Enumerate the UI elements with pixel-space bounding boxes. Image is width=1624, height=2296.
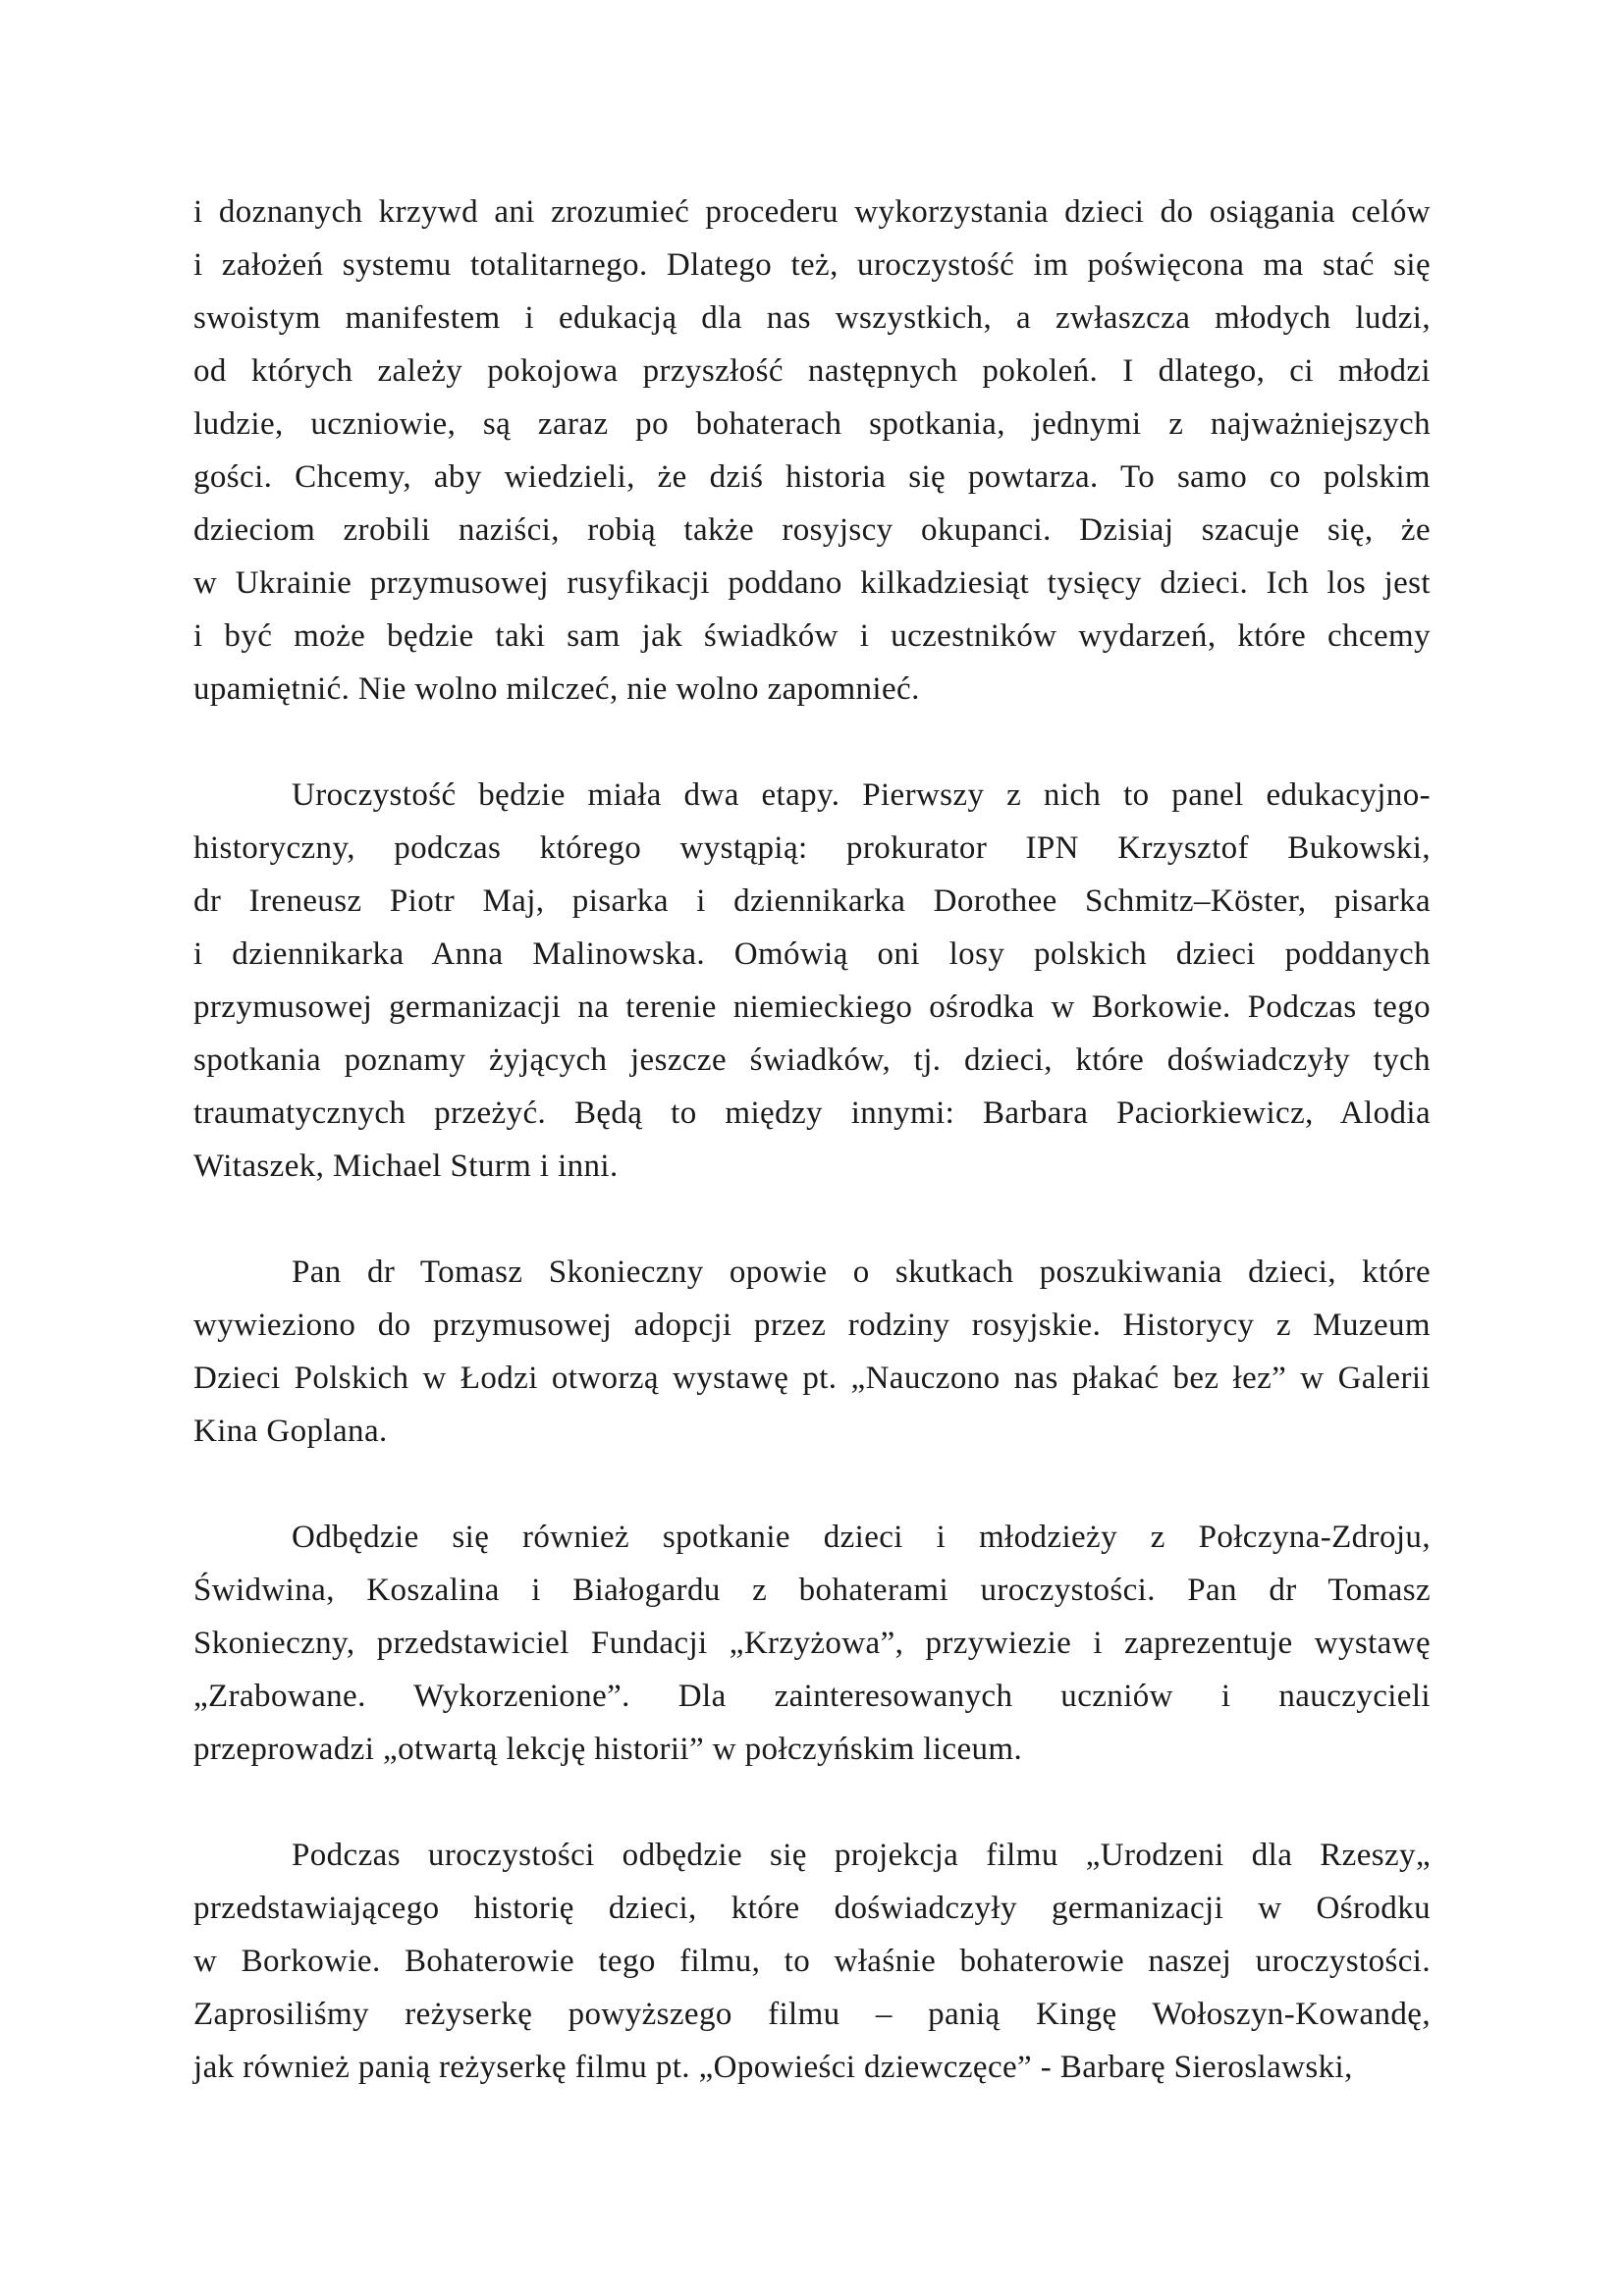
text-line: i dziennikarka Anna Malinowska. Omówią oni losy polskich dzieci poddanych bbox=[193, 936, 1431, 972]
paragraph-5 bbox=[193, 1829, 1431, 2094]
paragraph-4 bbox=[193, 1511, 1431, 1776]
text-line: Uroczystość będzie miała dwa etapy. Pierwszy z nich to panel edukacyjno- bbox=[292, 777, 1431, 813]
text-line: przeprowadzi „otwartą lekcję historii” w połczyńskim liceum. bbox=[193, 1732, 1023, 1767]
text-line: Witaszek, Michael Sturm i inni. bbox=[193, 1148, 619, 1184]
text-line: wywieziono do przymusowej adopcji przez rodziny rosyjskie. Historycy z Muzeum bbox=[193, 1308, 1431, 1343]
text-line: Dzieci Polskich w Łodzi otworzą wystawę pt. „Nauczono nas płakać bez łez” w Galerii bbox=[193, 1361, 1431, 1396]
text-line: „Zrabowane. Wykorzenione”. Dla zainteresowanych uczniów i nauczycieli bbox=[193, 1679, 1431, 1714]
text-line: przymusowej germanizacji na terenie niemieckiego ośrodka w Borkowie. Podczas tego bbox=[193, 989, 1431, 1025]
text-line: jak również panią reżyserkę filmu pt. „Opowieści dziewczęce” - Barbarę Sieroslawski, bbox=[193, 2050, 1353, 2085]
text-line: upamiętnić. Nie wolno milczeć, nie wolno zapomnieć. bbox=[193, 671, 920, 707]
paragraph-2 bbox=[193, 769, 1431, 1193]
text-line: Kina Goplana. bbox=[193, 1414, 388, 1449]
text-line: Odbędzie się również spotkanie dzieci i młodzieży z Połczyna-Zdroju, bbox=[292, 1520, 1431, 1555]
text-line: ludzie, uczniowie, są zaraz po bohaterach spotkania, jednymi z najważniejszych bbox=[193, 406, 1431, 442]
document-text bbox=[193, 186, 1431, 2094]
text-line: traumatycznych przeżyć. Będą to między innymi: Barbara Paciorkiewicz, Alodia bbox=[193, 1095, 1431, 1131]
text-line: przedstawiającego historię dzieci, które doświadczyły germanizacji w Ośrodku bbox=[193, 1891, 1431, 1926]
text-line: od których zależy pokojowa przyszłość następnych pokoleń. I dlatego, ci młodzi bbox=[193, 353, 1431, 389]
text-line: spotkania poznamy żyjących jeszcze świadków, tj. dzieci, które doświadczyły tych bbox=[193, 1042, 1431, 1078]
paragraph-1 bbox=[193, 186, 1431, 716]
text-line: swoistym manifestem i edukacją dla nas wszystkich, a zwłaszcza młodych ludzi, bbox=[193, 300, 1431, 336]
text-line: i założeń systemu totalitarnego. Dlatego też, uroczystość im poświęcona ma stać się bbox=[193, 247, 1431, 283]
text-line: i być może będzie taki sam jak świadków i uczestników wydarzeń, które chcemy bbox=[193, 618, 1431, 654]
text-line: gości. Chcemy, aby wiedzieli, że dziś historia się powtarza. To samo co polskim bbox=[193, 459, 1431, 495]
text-line: Świdwina, Koszalina i Białogardu z bohaterami uroczystości. Pan dr Tomasz bbox=[193, 1573, 1431, 1608]
paragraph-3 bbox=[193, 1246, 1431, 1458]
text-line: w Borkowie. Bohaterowie tego filmu, to właśnie bohaterowie naszej uroczystości. bbox=[193, 1944, 1431, 1979]
text-line: Skonieczny, przedstawiciel Fundacji „Krzyżowa”, przywiezie i zaprezentuje wystawę bbox=[193, 1626, 1431, 1661]
text-line: i doznanych krzywd ani zrozumieć procederu wykorzystania dzieci do osiągania celów bbox=[193, 194, 1431, 230]
text-line: Zaprosiliśmy reżyserkę powyższego filmu – panią Kingę Wołoszyn-Kowandę, bbox=[193, 1997, 1431, 2032]
text-line: dr Ireneusz Piotr Maj, pisarka i dziennikarka Dorothee Schmitz–Köster, pisarka bbox=[193, 883, 1431, 919]
text-line: historyczny, podczas którego wystąpią: prokurator IPN Krzysztof Bukowski, bbox=[193, 830, 1431, 866]
text-line: Pan dr Tomasz Skonieczny opowie o skutkach poszukiwania dzieci, które bbox=[292, 1255, 1431, 1290]
text-line: Podczas uroczystości odbędzie się projekcja filmu „Urodzeni dla Rzeszy„ bbox=[292, 1838, 1431, 1873]
text-line: dzieciom zrobili naziści, robią także rosyjscy okupanci. Dzisiaj szacuje się, że bbox=[193, 512, 1431, 548]
text-line: w Ukrainie przymusowej rusyfikacji poddano kilkadziesiąt tysięcy dzieci. Ich los jest bbox=[193, 565, 1431, 601]
